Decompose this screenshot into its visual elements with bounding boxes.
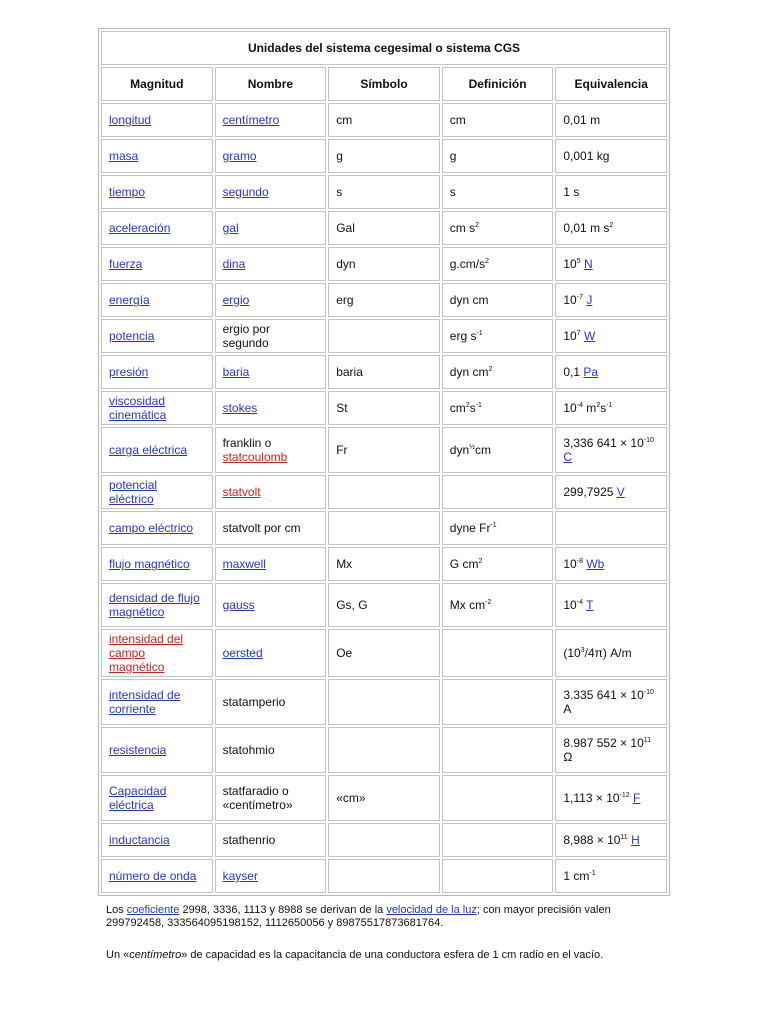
magnitud-redlink[interactable]: [109, 632, 183, 674]
equiv-text: 3,336 641 × 10: [563, 436, 644, 450]
cell-nombre: [215, 211, 327, 245]
header-definicion: Definición: [442, 67, 554, 101]
cell-equivalencia: [555, 823, 667, 857]
definicion-text: Mx cm: [449, 598, 486, 612]
magnitud-link[interactable]: potencial eléctrico: [109, 478, 158, 506]
cell-equivalencia: [555, 629, 667, 677]
equiv-exponent: 5: [576, 258, 581, 265]
cell-nombre: [215, 391, 327, 425]
header-simbolo: Símbolo: [328, 67, 440, 101]
cell-magnitud: [101, 547, 213, 581]
unit-link[interactable]: N: [583, 257, 593, 271]
table-row: [101, 727, 667, 773]
equiv-text: 10: [563, 401, 577, 415]
cell-simbolo: Mx: [328, 547, 440, 581]
nombre-redlink[interactable]: statvolt: [222, 485, 261, 499]
equiv-text: 10: [563, 557, 577, 571]
cell-simbolo: s: [328, 175, 440, 209]
definicion-exponent: 2: [478, 558, 483, 565]
cell-nombre: [215, 629, 327, 677]
equiv-exponent: -8: [576, 558, 583, 565]
cell-nombre: [215, 547, 327, 581]
cell-equivalencia: [555, 319, 667, 353]
cell-definicion: s: [442, 175, 554, 209]
cell-nombre: [215, 427, 327, 473]
equiv-exponent: -1: [606, 402, 613, 409]
table-row: [101, 475, 667, 509]
equiv-text: 0,1: [563, 365, 581, 379]
definicion-exponent: 2: [475, 222, 480, 229]
equiv-text: 1 cm: [563, 869, 590, 883]
definicion-text: s: [469, 401, 476, 415]
magnitud-link[interactable]: inductancia: [109, 833, 170, 847]
unit-link[interactable]: Wb: [586, 557, 605, 571]
equiv-text: 10: [563, 329, 577, 343]
cell-equivalencia: [555, 247, 667, 281]
cell-simbolo: [328, 475, 440, 509]
definicion-text: dyne Fr: [449, 521, 491, 535]
definicion-exponent: -1: [476, 330, 483, 337]
cell-simbolo: «cm»: [328, 775, 440, 821]
definicion-exponent: -2: [485, 599, 492, 606]
definicion-text: dyn: [449, 443, 470, 457]
cell-simbolo: Gal: [328, 211, 440, 245]
equiv-text: 10: [563, 293, 577, 307]
unit-link[interactable]: V: [616, 485, 625, 499]
magnitud-link[interactable]: resistencia: [109, 743, 167, 757]
cell-definicion: g: [442, 139, 554, 173]
header-nombre: Nombre: [215, 67, 327, 101]
magnitud-link[interactable]: energía: [109, 293, 150, 307]
definicion-exponent: ½: [469, 444, 475, 451]
cell-nombre: stathenrio: [215, 823, 327, 857]
cell-magnitud: [101, 583, 213, 627]
equiv-exponent: -12: [619, 792, 630, 799]
cell-simbolo: St: [328, 391, 440, 425]
note-text: » de capacidad es la capacitancia de una conductora esfera de 1 cm radio en el vacío.: [181, 949, 604, 961]
nombre-link[interactable]: kayser: [222, 869, 258, 883]
nombre-link[interactable]: centímetro: [222, 113, 280, 127]
cell-equivalencia: [555, 859, 667, 893]
cell-definicion: [442, 629, 554, 677]
note-emphasis: centímetro: [129, 949, 182, 961]
cell-nombre: statamperio: [215, 679, 327, 725]
cell-nombre: [215, 775, 327, 821]
magnitud-link[interactable]: longitud: [109, 113, 152, 127]
note-text: ; con mayor precisión valen 299792458, 333564095198152, 1112650056 y 89875517873681764.: [106, 904, 611, 929]
table-row: [101, 427, 667, 473]
magnitud-link[interactable]: fuerza: [109, 257, 143, 271]
cell-magnitud: [101, 475, 213, 509]
cell-definicion: cm: [442, 103, 554, 137]
table-row: [101, 679, 667, 725]
cell-nombre: [215, 283, 327, 317]
coeficiente-link[interactable]: coeficiente: [126, 904, 180, 916]
table-row: [101, 391, 667, 425]
magnitud-link[interactable]: tiempo: [109, 185, 146, 199]
velocidad-luz-link[interactable]: velocidad de la luz: [386, 904, 477, 916]
definicion-exponent: 2: [488, 366, 493, 373]
cell-magnitud: [101, 139, 213, 173]
nombre-link[interactable]: stokes: [222, 401, 258, 415]
nombre-link[interactable]: maxwell: [222, 557, 266, 571]
cell-nombre: [215, 583, 327, 627]
cell-nombre: [215, 175, 327, 209]
cell-equivalencia: [555, 679, 667, 725]
definicion-text: erg s: [449, 329, 477, 343]
equiv-text: 8.987 552 × 10: [563, 736, 644, 750]
equiv-exponent: -4: [576, 599, 583, 606]
definicion-text: cm: [449, 401, 466, 415]
equiv-text: 0,01 m s: [563, 221, 610, 235]
cell-equivalencia: 0,01 m: [555, 103, 667, 137]
cell-magnitud: [101, 247, 213, 281]
table-row: [101, 247, 667, 281]
cell-definicion: [442, 391, 554, 425]
magnitud-line: magnético: [109, 660, 165, 674]
cell-nombre: [215, 475, 327, 509]
cell-simbolo: dyn: [328, 247, 440, 281]
cell-nombre: [215, 139, 327, 173]
equiv-text: m: [582, 401, 597, 415]
cell-simbolo: [328, 859, 440, 893]
cell-magnitud: [101, 283, 213, 317]
cell-definicion: [442, 247, 554, 281]
cell-simbolo: [328, 727, 440, 773]
header-magnitud: Magnitud: [101, 67, 213, 101]
magnitud-link[interactable]: masa: [109, 149, 139, 163]
cell-equivalencia: [555, 583, 667, 627]
magnitud-link[interactable]: potencia: [109, 329, 155, 343]
table-row: [101, 511, 667, 545]
definicion-exponent: -1: [475, 402, 482, 409]
table-row: [101, 629, 667, 677]
cell-definicion: [442, 775, 554, 821]
nombre-link[interactable]: baria: [222, 365, 250, 379]
cell-simbolo: baria: [328, 355, 440, 389]
cell-magnitud: [101, 511, 213, 545]
equiv-text: 299,7925: [563, 485, 617, 499]
cell-simbolo: cm: [328, 103, 440, 137]
cell-definicion: [442, 427, 554, 473]
table-row: [101, 175, 667, 209]
cell-equivalencia: [555, 391, 667, 425]
equiv-exponent: 11: [643, 737, 652, 744]
definicion-exponent: 2: [465, 402, 470, 409]
cell-definicion: [442, 547, 554, 581]
equiv-exponent: -10: [643, 689, 654, 696]
magnitud-line: intensidad del campo: [109, 632, 184, 660]
cell-magnitud: [101, 629, 213, 677]
definicion-text: dyn cm: [449, 365, 489, 379]
nombre-link[interactable]: dina: [222, 257, 246, 271]
unit-link[interactable]: W: [583, 329, 596, 343]
table-row: [101, 139, 667, 173]
cell-equivalencia: [555, 475, 667, 509]
nombre-link[interactable]: ergio: [222, 293, 250, 307]
cell-nombre: [215, 859, 327, 893]
cell-magnitud: [101, 391, 213, 425]
equiv-text: 10: [563, 257, 577, 271]
nombre-line: «centímetro»: [222, 798, 293, 812]
definicion-text: cm: [474, 443, 491, 457]
cell-magnitud: [101, 859, 213, 893]
cell-definicion: [442, 583, 554, 627]
table-row: [101, 211, 667, 245]
cell-definicion: [442, 859, 554, 893]
cell-magnitud: [101, 103, 213, 137]
unit-link[interactable]: F: [633, 791, 641, 805]
cell-equivalencia: [555, 775, 667, 821]
note-text: Un «: [106, 949, 130, 961]
equiv-exponent: -7: [576, 294, 583, 301]
cell-definicion: [442, 355, 554, 389]
cell-magnitud: [101, 355, 213, 389]
cell-equivalencia: [555, 727, 667, 773]
table-row: [101, 583, 667, 627]
table-row: [101, 547, 667, 581]
unit-link[interactable]: Pa: [583, 365, 599, 379]
equiv-text: 3.335 641 × 10: [563, 688, 644, 702]
equiv-text: (10: [563, 646, 581, 660]
cell-nombre: statohmio: [215, 727, 327, 773]
equiv-text: 8,988 × 10: [563, 833, 621, 847]
table-row: [101, 355, 667, 389]
cell-magnitud: [101, 775, 213, 821]
cell-definicion: [442, 679, 554, 725]
equiv-exponent: 3: [580, 647, 585, 654]
cell-simbolo: [328, 679, 440, 725]
equiv-exponent: -10: [643, 437, 654, 444]
cell-magnitud: [101, 427, 213, 473]
definicion-text: g.cm/s: [449, 257, 486, 271]
cell-simbolo: [328, 511, 440, 545]
cell-simbolo: Fr: [328, 427, 440, 473]
unit-link[interactable]: H: [631, 833, 640, 847]
cell-equivalencia: [555, 283, 667, 317]
magnitud-link[interactable]: Capacidad eléctrica: [109, 784, 167, 812]
definicion-exponent: 2: [485, 258, 490, 265]
magnitud-link[interactable]: flujo magnético: [109, 557, 190, 571]
footnote-centimetro: [106, 949, 666, 962]
equiv-text: 10: [563, 598, 577, 612]
magnitud-link[interactable]: intensidad de corriente: [109, 688, 181, 716]
cell-simbolo: [328, 823, 440, 857]
equiv-unit: Ω: [563, 750, 573, 764]
cgs-units-table: [98, 28, 670, 896]
note-text: 2998, 3336, 1113 y 8988 se derivan de la: [179, 904, 387, 916]
magnitud-link[interactable]: viscosidad cinemática: [109, 394, 167, 422]
definicion-text: cm s: [449, 221, 476, 235]
table-row: [101, 775, 667, 821]
definicion-exponent: -1: [490, 522, 497, 529]
table-title-row: [101, 31, 667, 65]
magnitud-line: densidad de flujo: [109, 591, 200, 605]
nombre-link[interactable]: gal: [222, 221, 239, 235]
cell-nombre: [215, 355, 327, 389]
table-title: Unidades del sistema cegesimal o sistema CGS: [101, 31, 667, 65]
magnitud-link[interactable]: número de onda: [109, 869, 197, 883]
equiv-unit: A: [563, 702, 572, 716]
cell-magnitud: [101, 679, 213, 725]
cell-definicion: [442, 475, 554, 509]
cell-nombre: [215, 103, 327, 137]
magnitud-line: magnético: [109, 605, 165, 619]
nombre-link[interactable]: oersted: [222, 646, 263, 660]
equiv-exponent: 7: [576, 330, 581, 337]
table-row: [101, 319, 667, 353]
equiv-exponent: -4: [576, 402, 583, 409]
cell-definicion: [442, 727, 554, 773]
table-row: [101, 823, 667, 857]
magnitud-link[interactable]: aceleración: [109, 221, 171, 235]
cell-magnitud: [101, 175, 213, 209]
cell-equivalencia: [555, 547, 667, 581]
unit-link[interactable]: J: [586, 293, 593, 307]
magnitud-link[interactable]: [109, 591, 200, 619]
cell-definicion: [442, 823, 554, 857]
cell-simbolo: Oe: [328, 629, 440, 677]
nombre-text: franklin o: [222, 436, 272, 450]
magnitud-link[interactable]: carga eléctrica: [109, 443, 188, 457]
footnote-coefficients: [106, 904, 666, 930]
cell-simbolo: [328, 319, 440, 353]
header-equivalencia: Equivalencia: [555, 67, 667, 101]
magnitud-link[interactable]: campo eléctrico: [109, 521, 194, 535]
cell-nombre: statvolt por cm: [215, 511, 327, 545]
nombre-redlink[interactable]: statcoulomb: [222, 450, 288, 464]
table-row: [101, 859, 667, 893]
cell-definicion: [442, 511, 554, 545]
equiv-exponent: 11: [620, 834, 628, 841]
cell-equivalencia: 0,001 kg: [555, 139, 667, 173]
cell-definicion: [442, 211, 554, 245]
cell-definicion: dyn cm: [442, 283, 554, 317]
equiv-text: s: [600, 401, 607, 415]
magnitud-link[interactable]: presión: [109, 365, 149, 379]
nombre-link[interactable]: segundo: [222, 185, 269, 199]
cell-nombre: ergio por segundo: [215, 319, 327, 353]
cell-magnitud: [101, 727, 213, 773]
cell-magnitud: [101, 823, 213, 857]
equiv-exponent: -1: [589, 870, 596, 877]
equiv-exponent: 2: [596, 402, 601, 409]
equiv-exponent: 2: [609, 222, 614, 229]
cell-simbolo: g: [328, 139, 440, 173]
cell-magnitud: [101, 211, 213, 245]
cell-simbolo: erg: [328, 283, 440, 317]
cell-equivalencia: [555, 355, 667, 389]
unit-link[interactable]: T: [586, 598, 594, 612]
table-header-row: [101, 67, 667, 101]
definicion-text: G cm: [449, 557, 479, 571]
unit-link[interactable]: C: [563, 450, 573, 464]
nombre-link[interactable]: gramo: [222, 149, 257, 163]
cell-equivalencia: [555, 511, 667, 545]
equiv-text: 1,113 × 10: [563, 791, 620, 805]
table-row: [101, 103, 667, 137]
cell-nombre: [215, 247, 327, 281]
nombre-line: statfaradio o: [222, 784, 289, 798]
cell-simbolo: Gs, G: [328, 583, 440, 627]
cell-equivalencia: 1 s: [555, 175, 667, 209]
cell-magnitud: [101, 319, 213, 353]
cell-equivalencia: [555, 211, 667, 245]
cell-definicion: [442, 319, 554, 353]
equiv-text: /4π) A/m: [584, 646, 632, 660]
cell-equivalencia: [555, 427, 667, 473]
table-row: [101, 283, 667, 317]
note-text: Los: [106, 904, 127, 916]
nombre-link[interactable]: gauss: [222, 598, 255, 612]
